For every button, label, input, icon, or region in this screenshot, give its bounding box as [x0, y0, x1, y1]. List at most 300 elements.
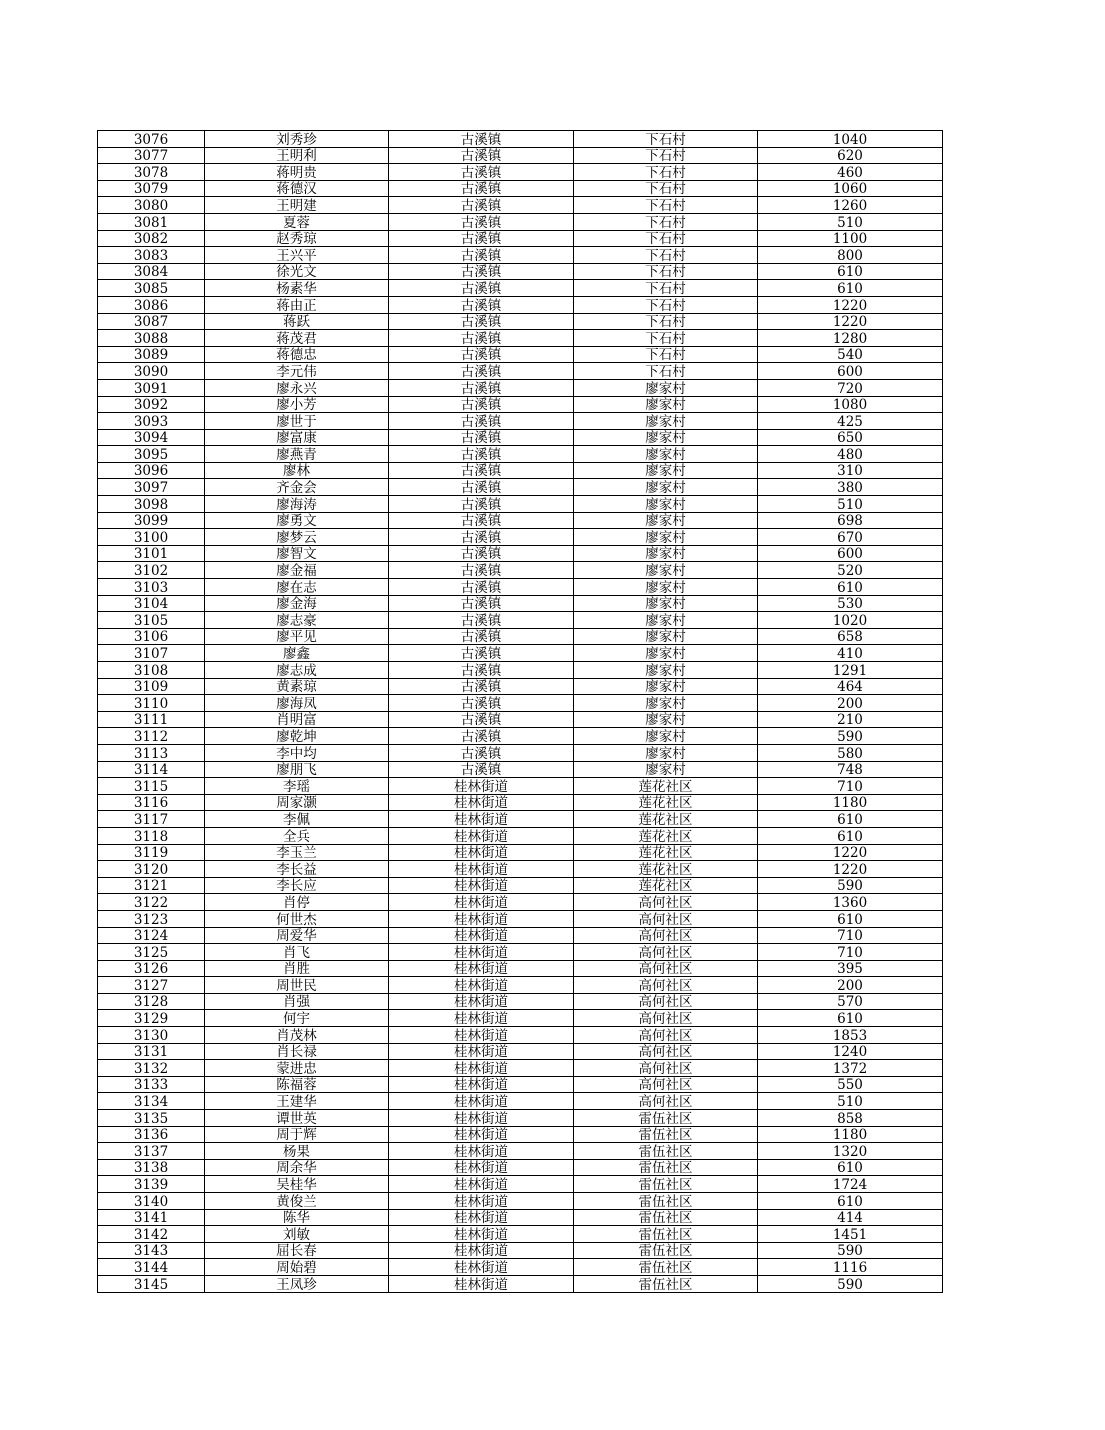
name-cell: 李玉兰: [205, 844, 389, 861]
amount-cell: 310: [758, 462, 943, 479]
table-row: [98, 462, 943, 479]
village-cell: 廖家村: [574, 612, 758, 629]
village-cell: 下石村: [574, 213, 758, 230]
name-cell: 廖鑫: [205, 645, 389, 662]
table-row: [98, 496, 943, 513]
village-cell: 雷伍社区: [574, 1143, 758, 1160]
row-number-cell: 3098: [98, 496, 205, 513]
town-cell: 桂林街道: [389, 1126, 574, 1143]
name-cell: 李元伟: [205, 363, 389, 380]
table-row: [98, 147, 943, 164]
name-cell: 杨素华: [205, 280, 389, 297]
name-cell: 肖明富: [205, 711, 389, 728]
town-cell: 桂林街道: [389, 1226, 574, 1243]
village-cell: 下石村: [574, 263, 758, 280]
village-cell: 廖家村: [574, 379, 758, 396]
table-row: [98, 263, 943, 280]
row-number-cell: 3094: [98, 429, 205, 446]
town-cell: 古溪镇: [389, 429, 574, 446]
row-number-cell: 3101: [98, 545, 205, 562]
village-cell: 廖家村: [574, 462, 758, 479]
village-cell: 高何社区: [574, 1076, 758, 1093]
amount-cell: 610: [758, 579, 943, 596]
row-number-cell: 3129: [98, 1010, 205, 1027]
village-cell: 高何社区: [574, 1043, 758, 1060]
name-cell: 周始碧: [205, 1259, 389, 1276]
amount-cell: 610: [758, 1159, 943, 1176]
village-cell: 高何社区: [574, 1027, 758, 1044]
amount-cell: 610: [758, 811, 943, 828]
village-cell: 廖家村: [574, 529, 758, 546]
village-cell: 廖家村: [574, 645, 758, 662]
row-number-cell: 3079: [98, 180, 205, 197]
town-cell: 桂林街道: [389, 1076, 574, 1093]
town-cell: 古溪镇: [389, 446, 574, 463]
name-cell: 蒋茂君: [205, 330, 389, 347]
row-number-cell: 3120: [98, 861, 205, 878]
village-cell: 高何社区: [574, 960, 758, 977]
amount-cell: 590: [758, 1242, 943, 1259]
table-row: [98, 330, 943, 347]
town-cell: 古溪镇: [389, 761, 574, 778]
village-cell: 廖家村: [574, 595, 758, 612]
table-row: [98, 927, 943, 944]
town-cell: 桂林街道: [389, 1176, 574, 1193]
name-cell: 徐光文: [205, 263, 389, 280]
village-cell: 廖家村: [574, 496, 758, 513]
row-number-cell: 3137: [98, 1143, 205, 1160]
village-cell: 雷伍社区: [574, 1193, 758, 1210]
amount-cell: 530: [758, 595, 943, 612]
village-cell: 雷伍社区: [574, 1159, 758, 1176]
row-number-cell: 3104: [98, 595, 205, 612]
amount-cell: 610: [758, 1010, 943, 1027]
amount-cell: 610: [758, 827, 943, 844]
town-cell: 古溪镇: [389, 131, 574, 148]
town-cell: 古溪镇: [389, 462, 574, 479]
village-cell: 廖家村: [574, 728, 758, 745]
row-number-cell: 3141: [98, 1209, 205, 1226]
row-number-cell: 3136: [98, 1126, 205, 1143]
table-row: [98, 1126, 943, 1143]
village-cell: 莲花社区: [574, 794, 758, 811]
table-row: [98, 429, 943, 446]
village-cell: 高何社区: [574, 977, 758, 994]
amount-cell: 510: [758, 213, 943, 230]
table-row: [98, 164, 943, 181]
name-cell: 廖勇文: [205, 512, 389, 529]
amount-cell: 395: [758, 960, 943, 977]
name-cell: 廖海凤: [205, 695, 389, 712]
amount-cell: 600: [758, 545, 943, 562]
table-row: [98, 213, 943, 230]
village-cell: 雷伍社区: [574, 1259, 758, 1276]
town-cell: 古溪镇: [389, 678, 574, 695]
row-number-cell: 3145: [98, 1275, 205, 1292]
town-cell: 古溪镇: [389, 180, 574, 197]
amount-cell: 670: [758, 529, 943, 546]
row-number-cell: 3085: [98, 280, 205, 297]
name-cell: 肖飞: [205, 944, 389, 961]
village-cell: 高何社区: [574, 927, 758, 944]
name-cell: 陈福蓉: [205, 1076, 389, 1093]
village-cell: 廖家村: [574, 711, 758, 728]
row-number-cell: 3092: [98, 396, 205, 413]
table-row: [98, 1159, 943, 1176]
amount-cell: 200: [758, 977, 943, 994]
amount-cell: 610: [758, 910, 943, 927]
town-cell: 桂林街道: [389, 877, 574, 894]
name-cell: 黄俊兰: [205, 1193, 389, 1210]
amount-cell: 210: [758, 711, 943, 728]
table-row: [98, 1060, 943, 1077]
table-row: [98, 197, 943, 214]
amount-cell: 610: [758, 280, 943, 297]
table-row: [98, 413, 943, 430]
row-number-cell: 3078: [98, 164, 205, 181]
amount-cell: 1260: [758, 197, 943, 214]
table-row: [98, 1043, 943, 1060]
town-cell: 桂林街道: [389, 1110, 574, 1127]
name-cell: 吴桂华: [205, 1176, 389, 1193]
village-cell: 廖家村: [574, 479, 758, 496]
name-cell: 蒋由正: [205, 296, 389, 313]
town-cell: 桂林街道: [389, 1209, 574, 1226]
table-row: [98, 180, 943, 197]
name-cell: 赵秀琼: [205, 230, 389, 247]
town-cell: 古溪镇: [389, 728, 574, 745]
amount-cell: 620: [758, 147, 943, 164]
amount-cell: 1100: [758, 230, 943, 247]
table-row: [98, 744, 943, 761]
name-cell: 王明建: [205, 197, 389, 214]
table-row: [98, 446, 943, 463]
row-number-cell: 3080: [98, 197, 205, 214]
amount-cell: 580: [758, 744, 943, 761]
name-cell: 王凤珍: [205, 1275, 389, 1292]
amount-cell: 650: [758, 429, 943, 446]
name-cell: 廖世于: [205, 413, 389, 430]
amount-cell: 480: [758, 446, 943, 463]
town-cell: 桂林街道: [389, 794, 574, 811]
table-row: [98, 363, 943, 380]
row-number-cell: 3076: [98, 131, 205, 148]
table-row: [98, 1010, 943, 1027]
table-row: [98, 695, 943, 712]
table-row: [98, 761, 943, 778]
town-cell: 古溪镇: [389, 479, 574, 496]
name-cell: 李长益: [205, 861, 389, 878]
name-cell: 王兴平: [205, 247, 389, 264]
name-cell: 杨果: [205, 1143, 389, 1160]
data-table: [97, 130, 943, 1293]
table-row: [98, 1259, 943, 1276]
table-row: [98, 562, 943, 579]
amount-cell: 658: [758, 628, 943, 645]
town-cell: 古溪镇: [389, 363, 574, 380]
name-cell: 齐金会: [205, 479, 389, 496]
row-number-cell: 3107: [98, 645, 205, 662]
row-number-cell: 3093: [98, 413, 205, 430]
town-cell: 古溪镇: [389, 379, 574, 396]
amount-cell: 520: [758, 562, 943, 579]
village-cell: 廖家村: [574, 628, 758, 645]
town-cell: 古溪镇: [389, 413, 574, 430]
row-number-cell: 3114: [98, 761, 205, 778]
village-cell: 高何社区: [574, 1010, 758, 1027]
village-cell: 廖家村: [574, 562, 758, 579]
village-cell: 下石村: [574, 147, 758, 164]
town-cell: 古溪镇: [389, 164, 574, 181]
name-cell: 蒙进忠: [205, 1060, 389, 1077]
row-number-cell: 3138: [98, 1159, 205, 1176]
town-cell: 古溪镇: [389, 562, 574, 579]
table-row: [98, 1275, 943, 1292]
town-cell: 古溪镇: [389, 579, 574, 596]
town-cell: 古溪镇: [389, 280, 574, 297]
amount-cell: 1060: [758, 180, 943, 197]
village-cell: 下石村: [574, 330, 758, 347]
name-cell: 廖乾坤: [205, 728, 389, 745]
name-cell: 夏蓉: [205, 213, 389, 230]
village-cell: 高何社区: [574, 993, 758, 1010]
table-row: [98, 313, 943, 330]
village-cell: 下石村: [574, 363, 758, 380]
name-cell: 周于辉: [205, 1126, 389, 1143]
town-cell: 古溪镇: [389, 662, 574, 679]
amount-cell: 1220: [758, 844, 943, 861]
row-number-cell: 3111: [98, 711, 205, 728]
town-cell: 古溪镇: [389, 545, 574, 562]
row-number-cell: 3117: [98, 811, 205, 828]
village-cell: 廖家村: [574, 579, 758, 596]
amount-cell: 720: [758, 379, 943, 396]
village-cell: 廖家村: [574, 396, 758, 413]
table-row: [98, 960, 943, 977]
village-cell: 下石村: [574, 280, 758, 297]
table-row: [98, 1242, 943, 1259]
table-row: [98, 529, 943, 546]
amount-cell: 570: [758, 993, 943, 1010]
village-cell: 下石村: [574, 131, 758, 148]
row-number-cell: 3102: [98, 562, 205, 579]
town-cell: 古溪镇: [389, 595, 574, 612]
table-row: [98, 1110, 943, 1127]
table-row: [98, 612, 943, 629]
name-cell: 廖朋飞: [205, 761, 389, 778]
row-number-cell: 3109: [98, 678, 205, 695]
name-cell: 蒋德汉: [205, 180, 389, 197]
village-cell: 廖家村: [574, 662, 758, 679]
name-cell: 蒋跃: [205, 313, 389, 330]
name-cell: 蒋明贵: [205, 164, 389, 181]
table-row: [98, 479, 943, 496]
row-number-cell: 3091: [98, 379, 205, 396]
name-cell: 廖志豪: [205, 612, 389, 629]
town-cell: 古溪镇: [389, 496, 574, 513]
amount-cell: 414: [758, 1209, 943, 1226]
village-cell: 下石村: [574, 346, 758, 363]
name-cell: 廖海涛: [205, 496, 389, 513]
village-cell: 雷伍社区: [574, 1242, 758, 1259]
town-cell: 古溪镇: [389, 512, 574, 529]
row-number-cell: 3089: [98, 346, 205, 363]
row-number-cell: 3123: [98, 910, 205, 927]
table-row: [98, 1027, 943, 1044]
name-cell: 廖富康: [205, 429, 389, 446]
name-cell: 廖梦云: [205, 529, 389, 546]
name-cell: 廖永兴: [205, 379, 389, 396]
table-row: [98, 396, 943, 413]
amount-cell: 1220: [758, 861, 943, 878]
table-body: [98, 131, 943, 1293]
name-cell: 李长应: [205, 877, 389, 894]
row-number-cell: 3116: [98, 794, 205, 811]
row-number-cell: 3126: [98, 960, 205, 977]
name-cell: 周世民: [205, 977, 389, 994]
row-number-cell: 3142: [98, 1226, 205, 1243]
village-cell: 下石村: [574, 230, 758, 247]
row-number-cell: 3099: [98, 512, 205, 529]
table-row: [98, 861, 943, 878]
amount-cell: 1451: [758, 1226, 943, 1243]
village-cell: 莲花社区: [574, 844, 758, 861]
village-cell: 雷伍社区: [574, 1275, 758, 1292]
row-number-cell: 3140: [98, 1193, 205, 1210]
amount-cell: 1180: [758, 1126, 943, 1143]
name-cell: 肖胜: [205, 960, 389, 977]
table-row: [98, 827, 943, 844]
table-row: [98, 811, 943, 828]
table-row: [98, 844, 943, 861]
town-cell: 古溪镇: [389, 529, 574, 546]
amount-cell: 540: [758, 346, 943, 363]
village-cell: 廖家村: [574, 413, 758, 430]
table-row: [98, 645, 943, 662]
row-number-cell: 3133: [98, 1076, 205, 1093]
town-cell: 桂林街道: [389, 1242, 574, 1259]
name-cell: 周爱华: [205, 927, 389, 944]
name-cell: 廖平见: [205, 628, 389, 645]
village-cell: 下石村: [574, 247, 758, 264]
name-cell: 何世杰: [205, 910, 389, 927]
row-number-cell: 3086: [98, 296, 205, 313]
row-number-cell: 3125: [98, 944, 205, 961]
town-cell: 桂林街道: [389, 1093, 574, 1110]
row-number-cell: 3090: [98, 363, 205, 380]
name-cell: 王明利: [205, 147, 389, 164]
amount-cell: 1020: [758, 612, 943, 629]
town-cell: 桂林街道: [389, 811, 574, 828]
town-cell: 古溪镇: [389, 711, 574, 728]
table-row: [98, 230, 943, 247]
amount-cell: 698: [758, 512, 943, 529]
table-row: [98, 1226, 943, 1243]
village-cell: 下石村: [574, 296, 758, 313]
town-cell: 桂林街道: [389, 894, 574, 911]
name-cell: 周余华: [205, 1159, 389, 1176]
amount-cell: 464: [758, 678, 943, 695]
amount-cell: 610: [758, 1193, 943, 1210]
village-cell: 莲花社区: [574, 811, 758, 828]
village-cell: 高何社区: [574, 894, 758, 911]
row-number-cell: 3127: [98, 977, 205, 994]
name-cell: 廖小芳: [205, 396, 389, 413]
row-number-cell: 3131: [98, 1043, 205, 1060]
village-cell: 下石村: [574, 313, 758, 330]
table-row: [98, 944, 943, 961]
town-cell: 桂林街道: [389, 927, 574, 944]
town-cell: 古溪镇: [389, 645, 574, 662]
amount-cell: 610: [758, 263, 943, 280]
table-row: [98, 977, 943, 994]
name-cell: 刘敏: [205, 1226, 389, 1243]
name-cell: 廖在志: [205, 579, 389, 596]
amount-cell: 748: [758, 761, 943, 778]
amount-cell: 1280: [758, 330, 943, 347]
amount-cell: 1724: [758, 1176, 943, 1193]
amount-cell: 710: [758, 927, 943, 944]
name-cell: 李瑶: [205, 778, 389, 795]
row-number-cell: 3124: [98, 927, 205, 944]
name-cell: 何宇: [205, 1010, 389, 1027]
row-number-cell: 3077: [98, 147, 205, 164]
amount-cell: 1240: [758, 1043, 943, 1060]
row-number-cell: 3119: [98, 844, 205, 861]
table-row: [98, 247, 943, 264]
row-number-cell: 3132: [98, 1060, 205, 1077]
town-cell: 古溪镇: [389, 213, 574, 230]
name-cell: 全兵: [205, 827, 389, 844]
town-cell: 桂林街道: [389, 861, 574, 878]
town-cell: 古溪镇: [389, 612, 574, 629]
table-row: [98, 778, 943, 795]
village-cell: 廖家村: [574, 761, 758, 778]
name-cell: 李中均: [205, 744, 389, 761]
row-number-cell: 3097: [98, 479, 205, 496]
table-row: [98, 628, 943, 645]
table-row: [98, 877, 943, 894]
amount-cell: 858: [758, 1110, 943, 1127]
table-row: [98, 545, 943, 562]
village-cell: 廖家村: [574, 744, 758, 761]
village-cell: 雷伍社区: [574, 1110, 758, 1127]
amount-cell: 1180: [758, 794, 943, 811]
name-cell: 王建华: [205, 1093, 389, 1110]
row-number-cell: 3105: [98, 612, 205, 629]
town-cell: 古溪镇: [389, 247, 574, 264]
town-cell: 古溪镇: [389, 230, 574, 247]
name-cell: 刘秀珍: [205, 131, 389, 148]
amount-cell: 1116: [758, 1259, 943, 1276]
town-cell: 桂林街道: [389, 944, 574, 961]
row-number-cell: 3143: [98, 1242, 205, 1259]
row-number-cell: 3087: [98, 313, 205, 330]
amount-cell: 590: [758, 728, 943, 745]
name-cell: 屈长春: [205, 1242, 389, 1259]
village-cell: 雷伍社区: [574, 1226, 758, 1243]
town-cell: 桂林街道: [389, 977, 574, 994]
amount-cell: 510: [758, 496, 943, 513]
amount-cell: 1320: [758, 1143, 943, 1160]
village-cell: 雷伍社区: [574, 1176, 758, 1193]
village-cell: 莲花社区: [574, 877, 758, 894]
name-cell: 肖停: [205, 894, 389, 911]
table-row: [98, 993, 943, 1010]
table-row: [98, 1076, 943, 1093]
village-cell: 廖家村: [574, 695, 758, 712]
amount-cell: 425: [758, 413, 943, 430]
